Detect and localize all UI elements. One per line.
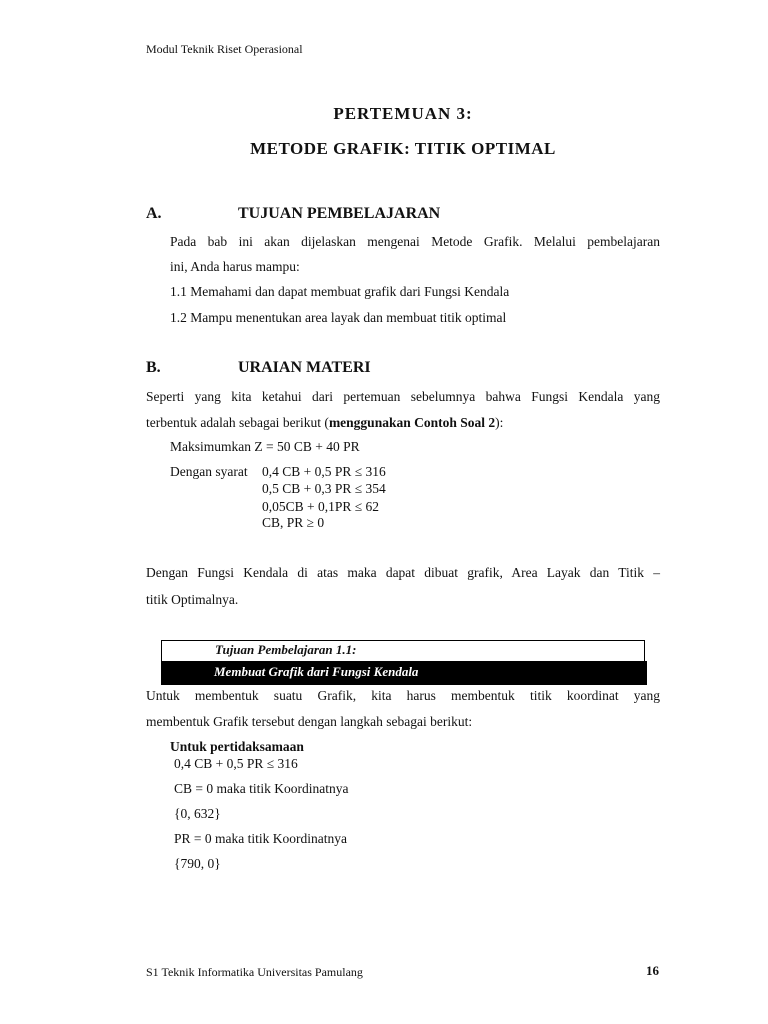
section-b-paragraph-line2: terbentuk adalah sebagai berikut (menggunakan Contoh Soal 2): bbox=[146, 415, 504, 430]
section-b-paragraph-line1: Seperti yang kita ketahui dari pertemuan sebelumnya bahwa Fungsi Kendala yang bbox=[146, 389, 660, 404]
section-b-heading: URAIAN MATERI bbox=[238, 359, 371, 376]
inequality-expression: 0,4 CB + 0,5 PR ≤ 316 bbox=[174, 756, 298, 771]
objective-function: Maksimumkan Z = 50 CB + 40 PR bbox=[170, 439, 360, 454]
cb-zero-line: CB = 0 maka titik Koordinatnya bbox=[174, 781, 349, 796]
coordinate-2: {790, 0} bbox=[174, 856, 221, 871]
chapter-title: PERTEMUAN 3: bbox=[333, 104, 473, 123]
objective-box-subtitle: Membuat Grafik dari Fungsi Kendala bbox=[161, 661, 647, 685]
running-footer: S1 Teknik Informatika Universitas Pamulang bbox=[146, 965, 363, 979]
coordinate-1: {0, 632} bbox=[174, 806, 221, 821]
chapter-subtitle: METODE GRAFIK: TITIK OPTIMAL bbox=[250, 139, 556, 158]
constraint-label: Dengan syarat bbox=[170, 464, 248, 479]
steps-paragraph-line1: Untuk membentuk suatu Grafik, kita harus membentuk titik koordinat yang bbox=[146, 688, 660, 703]
running-header: Modul Teknik Riset Operasional bbox=[146, 42, 303, 56]
section-b-letter: B. bbox=[146, 359, 161, 376]
objective-item-1: 1.1 Memahami dan dapat membuat grafik dari Fungsi Kendala bbox=[170, 284, 510, 299]
section-a-letter: A. bbox=[146, 205, 162, 222]
objective-item-2: 1.2 Mampu menentukan area layak dan membuat titik optimal bbox=[170, 310, 507, 325]
example-reference: menggunakan Contoh Soal 2 bbox=[328, 415, 496, 430]
inequality-subheading: Untuk pertidaksamaan bbox=[170, 739, 304, 754]
pr-zero-line: PR = 0 maka titik Koordinatnya bbox=[174, 831, 347, 846]
section-a-paragraph-line1: Pada bab ini akan dijelaskan mengenai Metode Grafik. Melalui pembelajaran bbox=[170, 234, 660, 249]
constraint-nonnegativity: CB, PR ≥ 0 bbox=[262, 515, 325, 530]
steps-paragraph-line2: membentuk Grafik tersebut dengan langkah sebagai berikut: bbox=[146, 714, 473, 729]
section-b-paragraph2-line1: Dengan Fungsi Kendala di atas maka dapat dibuat grafik, Area Layak dan Titik – bbox=[146, 565, 660, 580]
section-b-paragraph2-line2: titik Optimalnya. bbox=[146, 592, 239, 607]
section-a-paragraph-line2: ini, Anda harus mampu: bbox=[170, 259, 300, 274]
section-a-heading: TUJUAN PEMBELAJARAN bbox=[238, 205, 441, 222]
page-number: 16 bbox=[646, 963, 659, 978]
constraint-2: 0,5 CB + 0,3 PR ≤ 354 bbox=[262, 481, 386, 496]
objective-box-title: Tujuan Pembelajaran 1.1: bbox=[161, 640, 645, 661]
constraint-3: 0,05CB + 0,1PR ≤ 62 bbox=[262, 499, 380, 514]
constraint-1: 0,4 CB + 0,5 PR ≤ 316 bbox=[262, 464, 386, 479]
